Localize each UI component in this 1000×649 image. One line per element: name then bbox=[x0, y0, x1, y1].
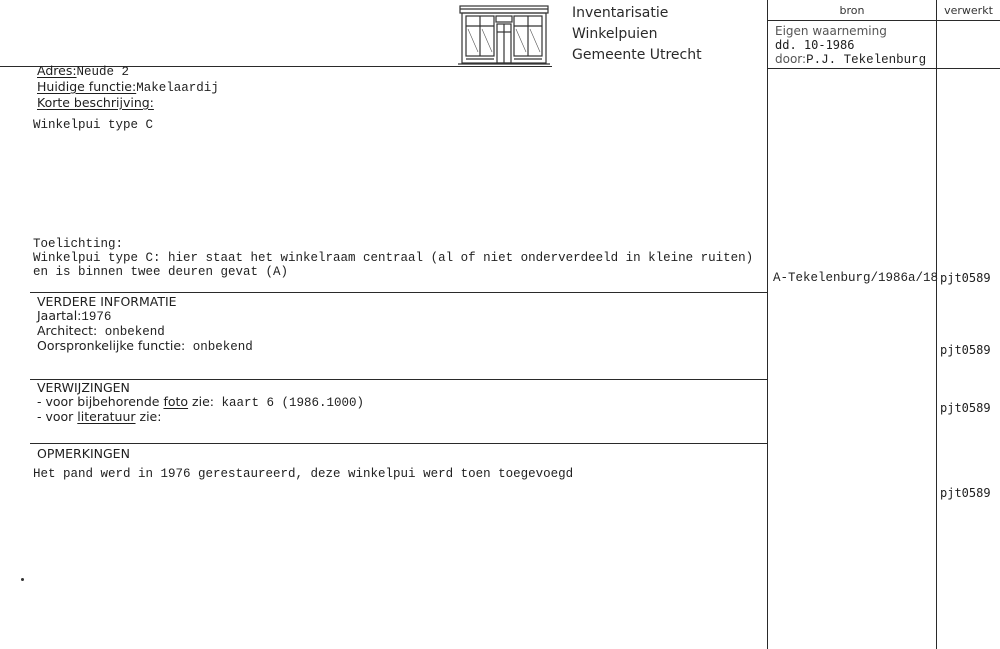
record-header-fields bbox=[37, 63, 219, 110]
source-door bbox=[775, 52, 926, 67]
header-bottom-rule bbox=[767, 68, 1000, 69]
source-line-2: dd. 10-1986 bbox=[775, 38, 855, 52]
foto-prefix: - voor bijbehorende bbox=[37, 394, 164, 409]
literatuur-prefix: - voor bbox=[37, 409, 78, 424]
bron-right-rule bbox=[936, 0, 937, 649]
adres-label: Adres: bbox=[37, 63, 77, 78]
adres-row bbox=[37, 63, 219, 79]
verwijzingen-heading: VERWIJZINGEN bbox=[37, 380, 130, 395]
verwijzingen-verwerkt: pjt0589 bbox=[940, 401, 991, 415]
column-header-bron: bron bbox=[839, 4, 865, 17]
functie-row bbox=[37, 79, 219, 95]
jaartal-label: Jaartal: bbox=[37, 308, 82, 323]
header-title-line-2: Winkelpuien bbox=[572, 26, 658, 42]
opmerkingen-verwerkt: pjt0589 bbox=[940, 486, 991, 500]
oorspronkelijke-functie-label: Oorspronkelijke functie: bbox=[37, 338, 186, 353]
architect-row bbox=[37, 324, 253, 339]
functie-label: Huidige functie: bbox=[37, 79, 137, 94]
source-line-1: Eigen waarneming bbox=[775, 24, 887, 38]
source-block bbox=[775, 24, 926, 67]
column-header-verwerkt: verwerkt bbox=[944, 4, 993, 17]
toelichting-label: Toelichting: bbox=[33, 237, 124, 251]
foto-suffix: zie: bbox=[188, 394, 214, 409]
section-rule-verdere bbox=[30, 292, 767, 293]
functie-value: Makelaardij bbox=[136, 81, 219, 95]
verdere-section bbox=[37, 295, 253, 354]
adres-value: Neude 2 bbox=[76, 65, 130, 79]
literatuur-row bbox=[37, 410, 364, 424]
literatuur-word: literatuur bbox=[77, 409, 136, 424]
ink-dot bbox=[21, 578, 24, 581]
beschrijving-row bbox=[37, 95, 219, 110]
verdere-heading: VERDERE INFORMATIE bbox=[37, 294, 177, 309]
section-rule-opmerkingen bbox=[30, 443, 767, 444]
opmerkingen-text: Het pand werd in 1976 gerestaureerd, deze winkelpui werd toen toegevoegd bbox=[33, 467, 574, 481]
header-rule-logo bbox=[452, 66, 552, 67]
header-title-line-3: Gemeente Utrecht bbox=[572, 47, 702, 63]
literatuur-suffix: zie: bbox=[135, 409, 162, 424]
verdere-verwerkt: pjt0589 bbox=[940, 343, 991, 357]
header-top-rule bbox=[767, 20, 1000, 21]
architect-value: onbekend bbox=[104, 325, 165, 339]
foto-row bbox=[37, 395, 364, 410]
header-title-line-1: Inventarisatie bbox=[572, 5, 669, 21]
toelichting-line-1: Winkelpui type C: hier staat het winkelraam centraal (al of niet onderverdeeld in kleine ruiten) bbox=[33, 251, 754, 265]
jaartal-row bbox=[37, 309, 253, 324]
foto-word: foto bbox=[163, 394, 189, 409]
beschrijving-label: Korte beschrijving: bbox=[37, 95, 154, 110]
section-rule-verwijzingen bbox=[30, 379, 767, 380]
bron-left-rule bbox=[767, 0, 768, 649]
toelichting-block bbox=[33, 237, 753, 279]
source-door-value: P.J. Tekelenburg bbox=[806, 53, 927, 67]
header-title bbox=[572, 3, 702, 66]
verwijzingen-section bbox=[37, 381, 364, 424]
source-door-label: door: bbox=[775, 52, 807, 66]
architect-label: Architect: bbox=[37, 323, 98, 338]
oorspronkelijke-functie-row bbox=[37, 339, 253, 354]
toelichting-bron: A-Tekelenburg/1986a/18 bbox=[773, 271, 939, 285]
beschrijving-value: Winkelpui type C bbox=[33, 118, 154, 132]
toelichting-verwerkt: pjt0589 bbox=[940, 271, 991, 285]
toelichting-line-2: en is binnen twee deuren gevat (A) bbox=[33, 265, 289, 279]
jaartal-value: 1976 bbox=[81, 310, 112, 324]
shopfront-drawing-icon bbox=[458, 4, 550, 66]
oorspronkelijke-functie-value: onbekend bbox=[192, 340, 253, 354]
foto-value: kaart 6 (1986.1000) bbox=[221, 396, 365, 410]
opmerkingen-heading: OPMERKINGEN bbox=[37, 446, 130, 461]
